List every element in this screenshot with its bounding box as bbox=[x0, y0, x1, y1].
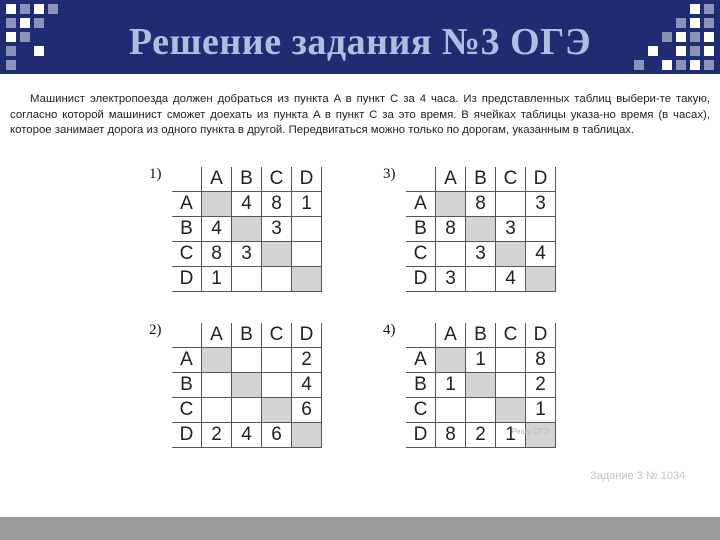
column-header: C bbox=[262, 167, 292, 192]
table-row bbox=[172, 398, 322, 423]
column-header: C bbox=[496, 167, 526, 192]
distance-cell bbox=[262, 348, 292, 373]
decor-square bbox=[690, 4, 700, 14]
distance-cell: 3 bbox=[262, 217, 292, 242]
row-header: A bbox=[406, 348, 436, 373]
row-header: D bbox=[172, 423, 202, 448]
row-header: B bbox=[172, 217, 202, 242]
distance-cell bbox=[466, 267, 496, 292]
column-header: C bbox=[262, 323, 292, 348]
option-label-4: 4) bbox=[383, 322, 396, 338]
column-header: A bbox=[436, 323, 466, 348]
column-header: A bbox=[436, 167, 466, 192]
distance-cell: 4 bbox=[232, 423, 262, 448]
distance-cell bbox=[292, 423, 322, 448]
distance-cell: 1 bbox=[496, 423, 526, 448]
distance-cell: 1 bbox=[436, 373, 466, 398]
table-row bbox=[172, 348, 322, 373]
table-row bbox=[406, 267, 556, 292]
table-row bbox=[406, 217, 556, 242]
distance-cell: 8 bbox=[526, 348, 556, 373]
distance-cell: 6 bbox=[262, 423, 292, 448]
table-row bbox=[406, 192, 556, 217]
table-row bbox=[406, 348, 556, 373]
row-header: D bbox=[172, 267, 202, 292]
distance-cell bbox=[436, 348, 466, 373]
decor-square bbox=[20, 4, 30, 14]
distance-cell bbox=[262, 373, 292, 398]
distance-cell bbox=[292, 242, 322, 267]
column-header: B bbox=[232, 323, 262, 348]
distance-cell bbox=[466, 217, 496, 242]
distance-cell bbox=[496, 398, 526, 423]
distance-cell: 4 bbox=[526, 242, 556, 267]
distance-cell: 8 bbox=[436, 217, 466, 242]
column-header: D bbox=[292, 323, 322, 348]
table-row bbox=[172, 242, 322, 267]
distance-cell: 4 bbox=[232, 192, 262, 217]
distance-cell bbox=[202, 192, 232, 217]
table-row bbox=[172, 267, 322, 292]
table-row bbox=[172, 192, 322, 217]
distance-cell: 4 bbox=[496, 267, 526, 292]
distance-cell bbox=[466, 398, 496, 423]
row-header: D bbox=[406, 423, 436, 448]
distance-cell: 6 bbox=[292, 398, 322, 423]
distance-cell bbox=[202, 398, 232, 423]
distance-cell: 2 bbox=[202, 423, 232, 448]
corner-cell bbox=[172, 167, 202, 192]
distance-cell: 2 bbox=[466, 423, 496, 448]
decor-square bbox=[34, 4, 44, 14]
distance-cell: 1 bbox=[292, 192, 322, 217]
footer-bar bbox=[0, 517, 720, 540]
row-header: C bbox=[172, 242, 202, 267]
distance-cell bbox=[466, 373, 496, 398]
distance-cell bbox=[262, 242, 292, 267]
table-row bbox=[406, 242, 556, 267]
distance-table-3 bbox=[406, 167, 556, 292]
distance-cell: 2 bbox=[292, 348, 322, 373]
distance-cell: 1 bbox=[466, 348, 496, 373]
row-header: C bbox=[406, 242, 436, 267]
watermark: Решу ОГЭ bbox=[511, 427, 550, 436]
column-header: B bbox=[232, 167, 262, 192]
distance-cell bbox=[202, 373, 232, 398]
source-caption: Задание 3 № 1034 bbox=[590, 470, 686, 482]
table-row bbox=[172, 373, 322, 398]
corner-cell bbox=[406, 167, 436, 192]
distance-cell bbox=[232, 267, 262, 292]
option-label-2: 2) bbox=[149, 322, 162, 338]
distance-cell: 3 bbox=[436, 267, 466, 292]
row-header: B bbox=[406, 373, 436, 398]
slide-title: Решение задания №3 ОГЭ bbox=[128, 21, 592, 63]
distance-cell bbox=[526, 267, 556, 292]
row-header: D bbox=[406, 267, 436, 292]
distance-cell: 8 bbox=[436, 423, 466, 448]
distance-table-1 bbox=[172, 167, 322, 292]
distance-cell: 1 bbox=[202, 267, 232, 292]
distance-cell: 8 bbox=[262, 192, 292, 217]
distance-cell bbox=[232, 348, 262, 373]
distance-cell bbox=[526, 217, 556, 242]
distance-cell: 2 bbox=[526, 373, 556, 398]
column-header: A bbox=[202, 323, 232, 348]
title-bar bbox=[0, 0, 720, 74]
distance-cell bbox=[292, 217, 322, 242]
distance-cell bbox=[232, 217, 262, 242]
distance-cell: 1 bbox=[526, 398, 556, 423]
option-label-3: 3) bbox=[383, 166, 396, 182]
row-header: A bbox=[172, 348, 202, 373]
table-row bbox=[406, 373, 556, 398]
distance-cell bbox=[232, 373, 262, 398]
problem-statement bbox=[10, 92, 710, 139]
distance-cell bbox=[436, 192, 466, 217]
distance-cell bbox=[202, 348, 232, 373]
decor-square bbox=[6, 4, 16, 14]
column-header: C bbox=[496, 323, 526, 348]
distance-cell: 3 bbox=[466, 242, 496, 267]
distance-cell bbox=[232, 398, 262, 423]
distance-cell: 8 bbox=[202, 242, 232, 267]
distance-cell: 3 bbox=[526, 192, 556, 217]
distance-cell: 4 bbox=[202, 217, 232, 242]
row-header: A bbox=[406, 192, 436, 217]
option-label-1: 1) bbox=[149, 166, 162, 182]
column-header: B bbox=[466, 167, 496, 192]
distance-cell bbox=[436, 398, 466, 423]
distance-cell bbox=[496, 348, 526, 373]
column-header: D bbox=[292, 167, 322, 192]
column-header: B bbox=[466, 323, 496, 348]
distance-table-2 bbox=[172, 323, 322, 448]
distance-cell bbox=[496, 192, 526, 217]
row-header: B bbox=[172, 373, 202, 398]
table-row bbox=[172, 423, 322, 448]
corner-cell bbox=[406, 323, 436, 348]
row-header: B bbox=[406, 217, 436, 242]
distance-cell bbox=[292, 267, 322, 292]
decor-square bbox=[704, 4, 714, 14]
table-row bbox=[406, 398, 556, 423]
distance-cell: 3 bbox=[496, 217, 526, 242]
column-header: A bbox=[202, 167, 232, 192]
column-header: D bbox=[526, 323, 556, 348]
row-header: C bbox=[172, 398, 202, 423]
decor-square bbox=[48, 4, 58, 14]
column-header: D bbox=[526, 167, 556, 192]
distance-cell bbox=[436, 242, 466, 267]
distance-cell bbox=[496, 242, 526, 267]
distance-cell: 4 bbox=[292, 373, 322, 398]
distance-cell bbox=[496, 373, 526, 398]
corner-cell bbox=[172, 323, 202, 348]
table-row bbox=[172, 217, 322, 242]
row-header: A bbox=[172, 192, 202, 217]
row-header: C bbox=[406, 398, 436, 423]
problem-text: Машинист электропоезда должен добраться из пункта A в пункт C за 4 часа. Из представленных таблиц выбери-те такую, согласно которой машинист сможет доехать из пункта A в пункт C за это время. В ячейках таблицы указа-но время (в часах), которое занимает дорога из одного пункта в другой. Передвигаться можно только по дорогам, указанным в таблицах. bbox=[10, 93, 710, 136]
distance-cell: 3 bbox=[232, 242, 262, 267]
distance-cell bbox=[262, 267, 292, 292]
distance-cell bbox=[262, 398, 292, 423]
distance-cell: 8 bbox=[466, 192, 496, 217]
